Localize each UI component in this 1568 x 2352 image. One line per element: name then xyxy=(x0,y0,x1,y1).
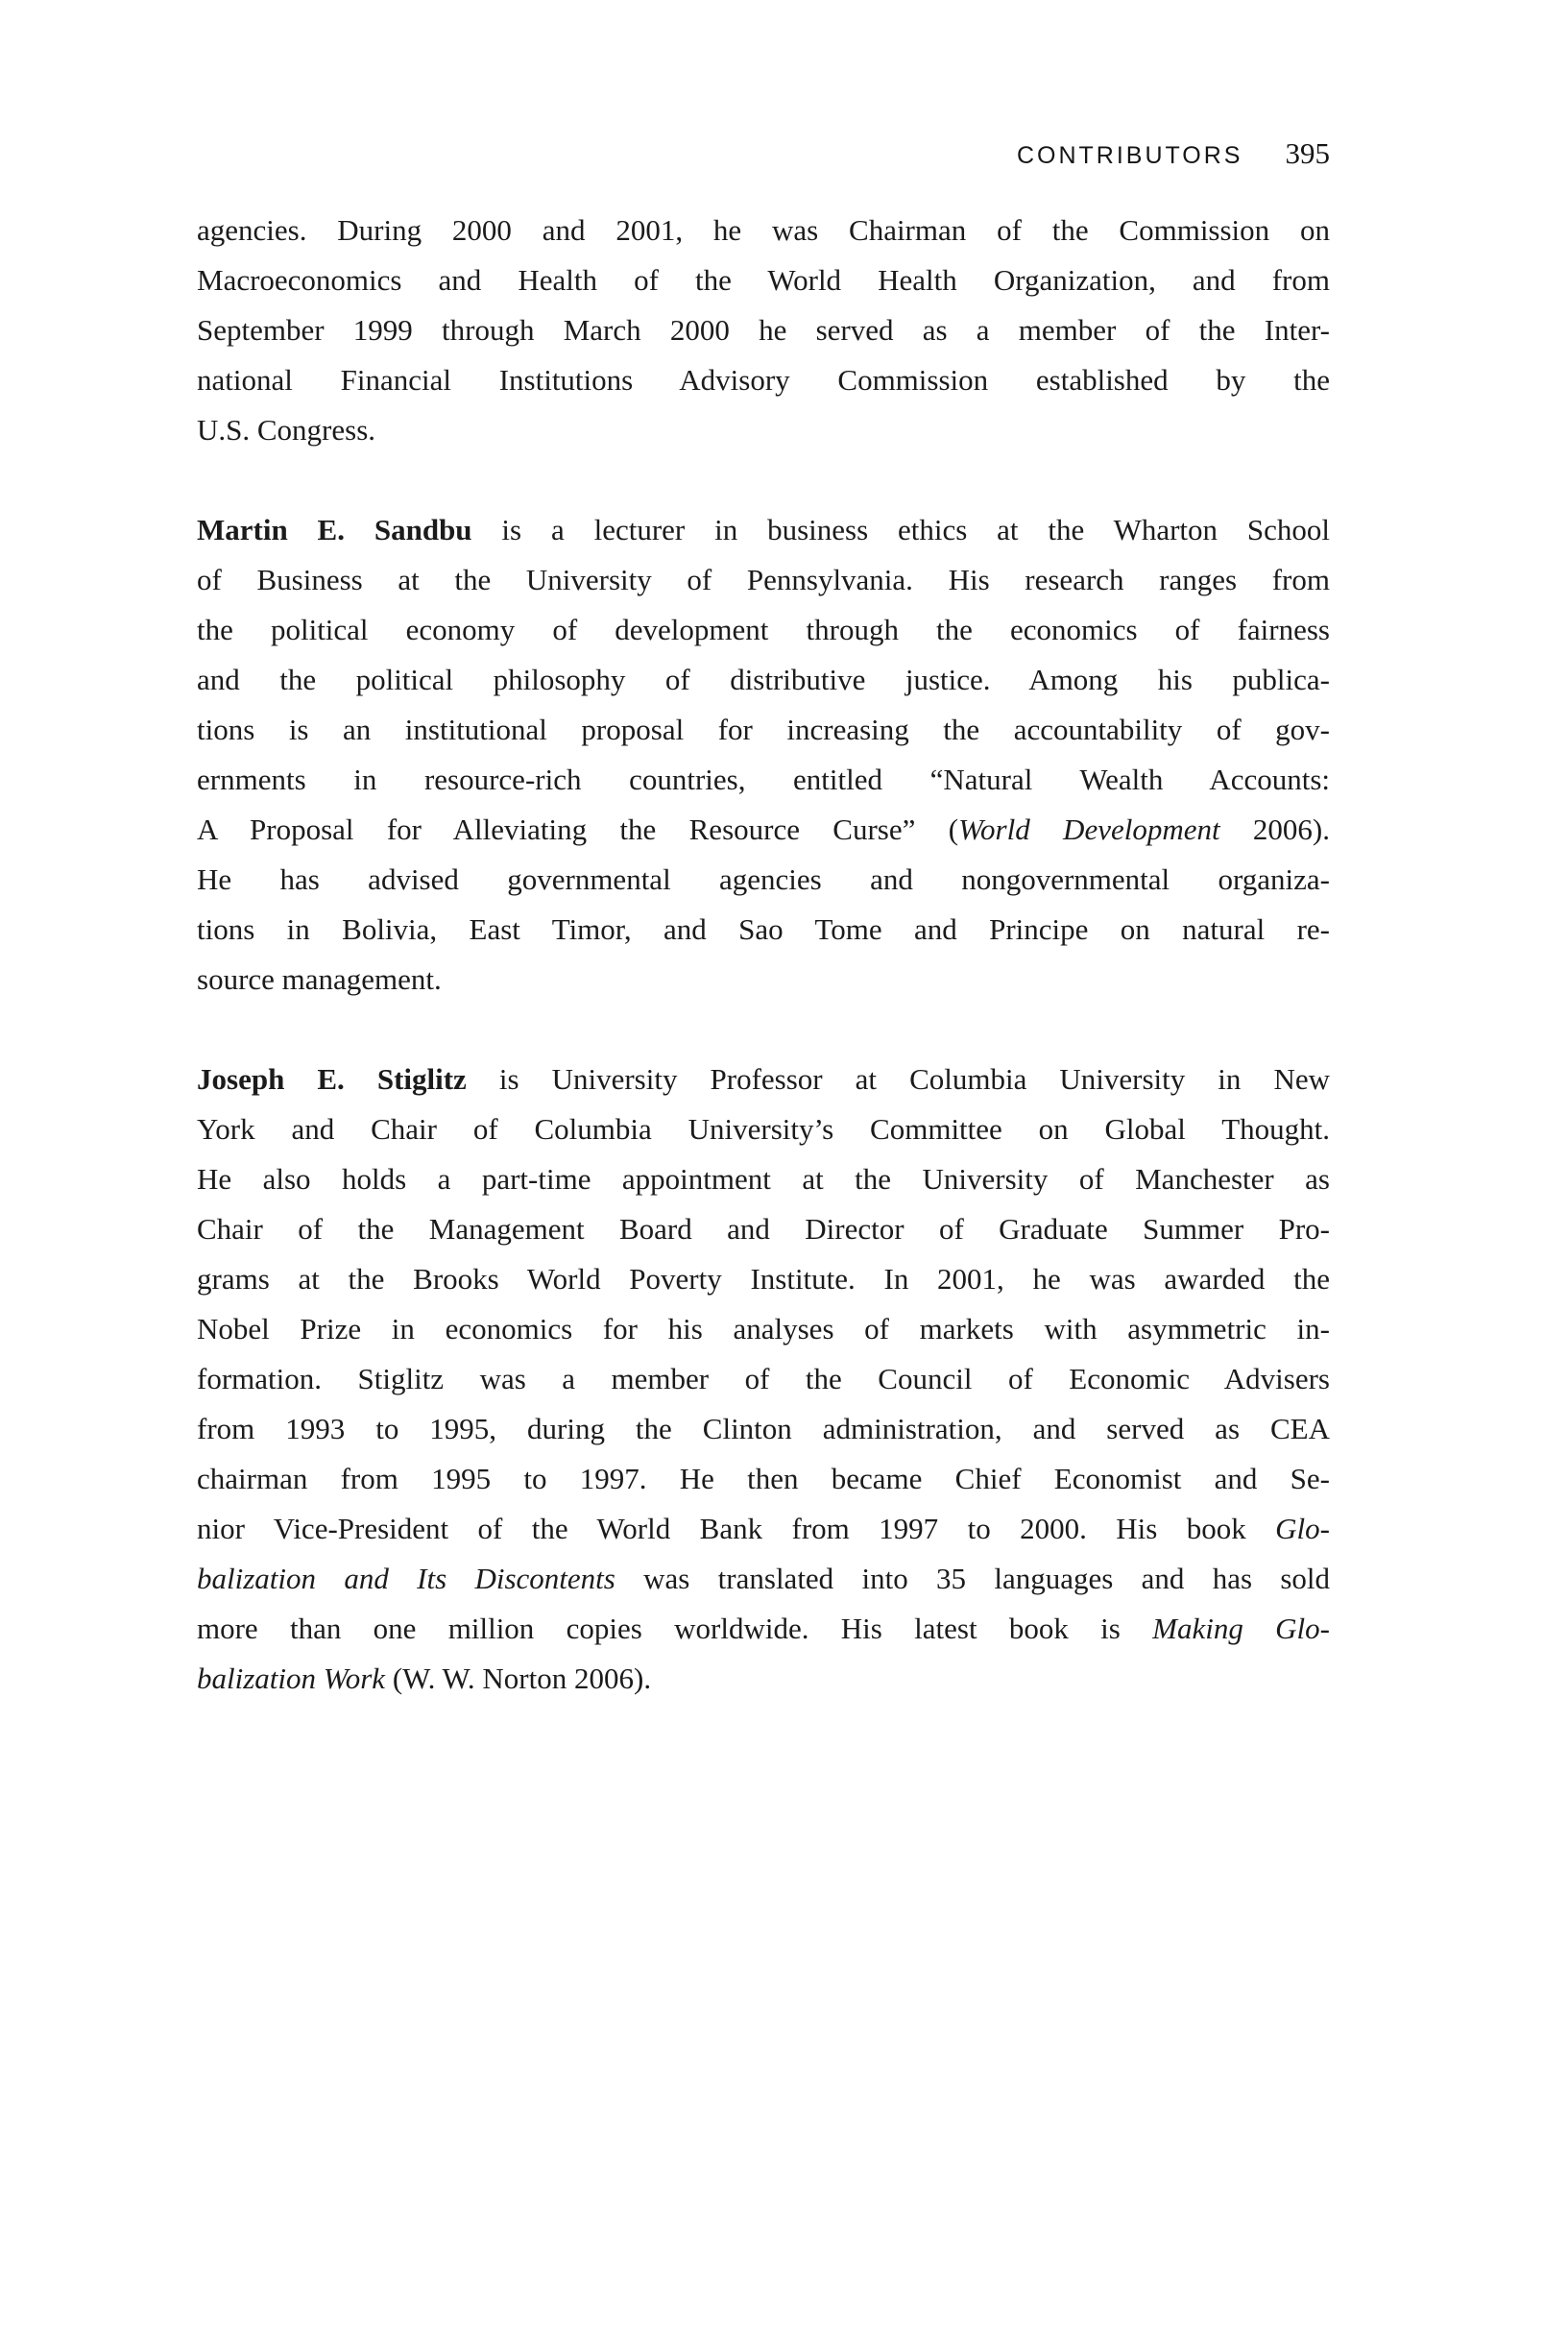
paragraph-bio-continuation xyxy=(197,206,1330,455)
contributor-name: Joseph E. Stiglitz xyxy=(197,1062,467,1096)
text-line xyxy=(197,1055,1330,1104)
text-segment: formation. Stiglitz was a member of the Council of Economic Advisers xyxy=(197,1362,1330,1395)
text-line xyxy=(197,655,1330,705)
text-segment: from 1993 to 1995, during the Clinton administration, and served as CEA xyxy=(197,1412,1330,1445)
text-line xyxy=(197,805,1330,855)
text-segment: is a lecturer in business ethics at the Wharton School xyxy=(471,513,1330,546)
text-segment: Macroeconomics and Health of the World Health Organization, and from xyxy=(197,263,1330,297)
text-segment: A Proposal for Alleviating the Resource Curse” ( xyxy=(197,812,959,846)
text-segment: Nobel Prize in economics for his analyses of markets with asymmetric in- xyxy=(197,1312,1330,1346)
text-segment: U.S. Congress. xyxy=(197,413,376,447)
text-line xyxy=(197,355,1330,405)
text-line xyxy=(197,755,1330,805)
text-segment: of Business at the University of Pennsylvania. His research ranges from xyxy=(197,563,1330,596)
text-segment: agencies. During 2000 and 2001, he was Chairman of the Commission on xyxy=(197,213,1330,247)
text-line xyxy=(197,206,1330,255)
text-line xyxy=(197,1204,1330,1254)
text-line xyxy=(197,1504,1330,1554)
paragraph-bio-stiglitz xyxy=(197,1055,1330,1704)
text-segment: tions is an institutional proposal for increasing the accountability of gov- xyxy=(197,713,1330,746)
contributors-text xyxy=(197,206,1330,1704)
text-line xyxy=(197,555,1330,605)
text-line xyxy=(197,505,1330,555)
book-title: balization and Its Discontents xyxy=(197,1562,615,1595)
text-segment: grams at the Brooks World Poverty Institute. In 2001, he was awarded the xyxy=(197,1262,1330,1296)
text-line xyxy=(197,855,1330,905)
page-header xyxy=(197,136,1330,171)
text-line xyxy=(197,1554,1330,1604)
text-segment: York and Chair of Columbia University’s Committee on Global Thought. xyxy=(197,1112,1330,1146)
text-line xyxy=(197,1304,1330,1354)
book-title: Making Glo- xyxy=(1152,1612,1330,1645)
text-segment: national Financial Institutions Advisory Commission established by the xyxy=(197,363,1330,397)
journal-title: World Development xyxy=(958,812,1220,846)
text-segment: source management. xyxy=(197,962,442,996)
text-line xyxy=(197,1104,1330,1154)
text-line xyxy=(197,1654,1330,1704)
text-segment: chairman from 1995 to 1997. He then became Chief Economist and Se- xyxy=(197,1462,1330,1495)
text-line xyxy=(197,405,1330,455)
text-segment: He has advised governmental agencies and nongovernmental organiza- xyxy=(197,862,1330,896)
text-segment: and the political philosophy of distributive justice. Among his publica- xyxy=(197,663,1330,696)
text-segment: ernments in resource-rich countries, entitled “Natural Wealth Accounts: xyxy=(197,763,1330,796)
text-segment: the political economy of development through the economics of fairness xyxy=(197,613,1330,646)
text-line xyxy=(197,1454,1330,1504)
text-segment: He also holds a part-time appointment at the University of Manchester as xyxy=(197,1162,1330,1196)
text-line xyxy=(197,255,1330,305)
text-segment: was translated into 35 languages and has sold xyxy=(615,1562,1330,1595)
contributor-name: Martin E. Sandbu xyxy=(197,513,472,546)
text-segment: nior Vice-President of the World Bank from 1997 to 2000. His book xyxy=(197,1512,1276,1545)
text-line xyxy=(197,1604,1330,1654)
page-number: 395 xyxy=(1285,136,1330,170)
text-segment: is University Professor at Columbia University in New xyxy=(466,1062,1330,1096)
book-title: Glo- xyxy=(1275,1512,1330,1545)
running-head: CONTRIBUTORS xyxy=(1016,142,1243,169)
text-line xyxy=(197,305,1330,355)
text-line xyxy=(197,1154,1330,1204)
text-line xyxy=(197,705,1330,755)
text-line xyxy=(197,605,1330,655)
text-segment: Chair of the Management Board and Director of Graduate Summer Pro- xyxy=(197,1212,1330,1246)
text-line xyxy=(197,1404,1330,1454)
text-line xyxy=(197,905,1330,955)
text-line xyxy=(197,1254,1330,1304)
book-title: balization Work xyxy=(197,1661,386,1695)
text-segment: September 1999 through March 2000 he served as a member of the Inter- xyxy=(197,313,1330,347)
text-line xyxy=(197,1354,1330,1404)
paragraph-bio-sandbu xyxy=(197,505,1330,1005)
text-line xyxy=(197,955,1330,1005)
text-segment: 2006). xyxy=(1219,812,1330,846)
text-segment: tions in Bolivia, East Timor, and Sao Tome and Principe on natural re- xyxy=(197,912,1330,946)
text-segment: (W. W. Norton 2006). xyxy=(385,1661,652,1695)
text-segment: more than one million copies worldwide. His latest book is xyxy=(197,1612,1153,1645)
